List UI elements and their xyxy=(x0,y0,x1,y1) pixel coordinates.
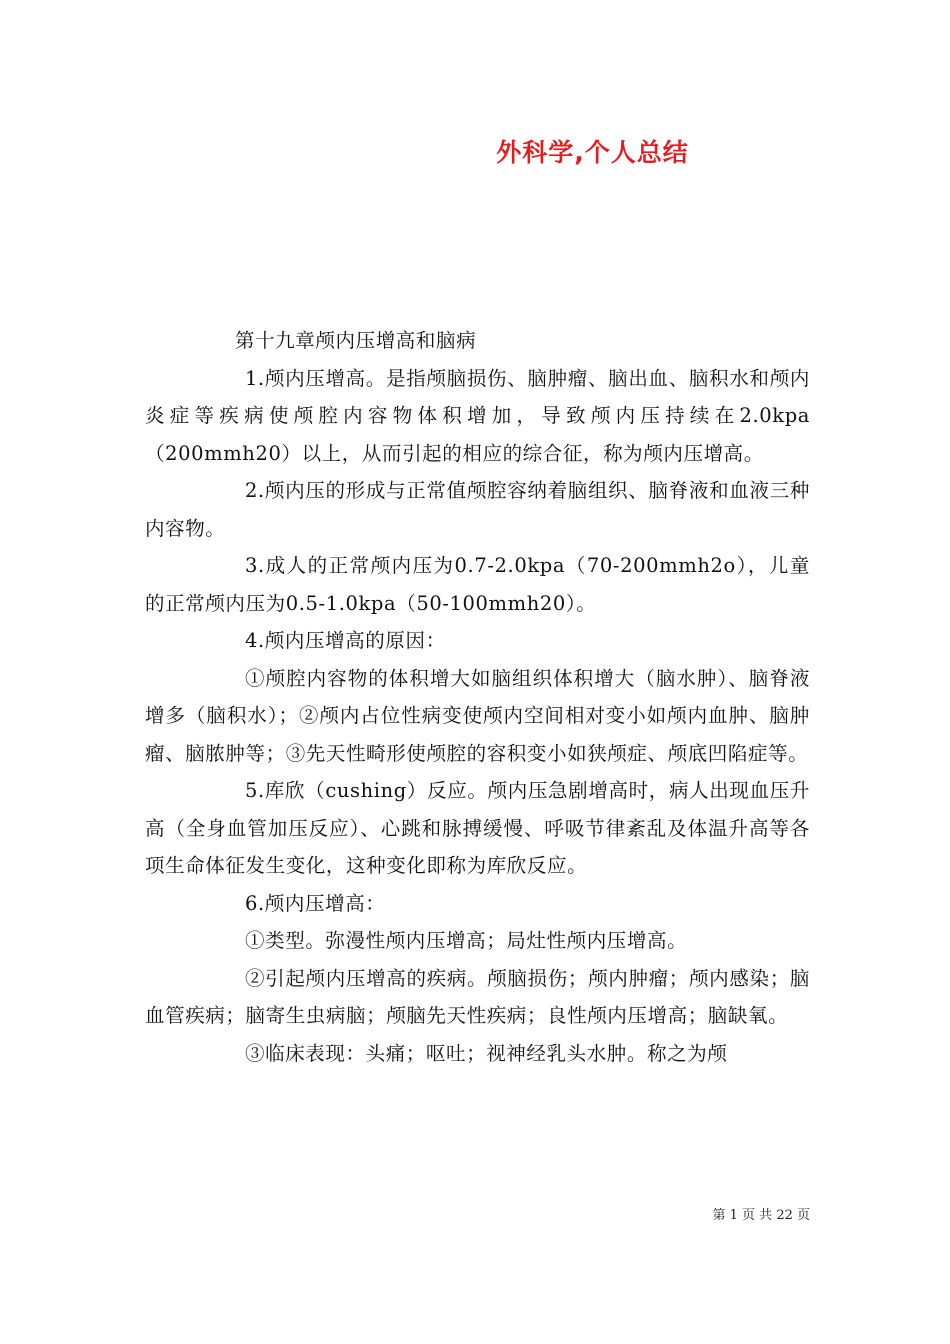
chapter-heading: 第十九章颅内压增高和脑病 xyxy=(235,329,477,352)
paragraph-6: 6.颅内压增高： xyxy=(245,891,386,915)
paragraph-4: 4.颅内压增高的原因： xyxy=(245,629,446,652)
paragraph-6-item-2: ②引起颅内压增高的疾病。颅脑损伤；颅内肿瘤；颅内感染；脑血管疾病；脑寄生虫病脑；颅脑先天性疾病；良性颅内压增高；脑缺氧。 xyxy=(145,966,810,1027)
document-title: 外科学,个人总结 xyxy=(496,138,689,167)
page-footer: 第 1 页 共 22 页 xyxy=(712,1208,810,1223)
paragraph-4-details: ①颅腔内容物的体积增大如脑组织体积增大（脑水肿）、脑脊液增多（脑积水）；②颅内占位性病变使颅内空间相对变小如颅内血肿、脑肿瘤、脑脓肿等；③先天性畸形使颅腔的容积变小如狭颅症、颅底凹陷症等。 xyxy=(145,666,810,765)
paragraph-1: 1.颅内压增高。是指颅脑损伤、脑肿瘤、脑出血、脑积水和颅内炎症等疾病使颅腔内容物体积增加，导致颅内压持续在2.0kpa（200mmh20）以上，从而引起的相应的综合征，称为颅内压增高。 xyxy=(145,366,810,465)
document-body xyxy=(145,322,810,1072)
paragraph-5: 5.库欣（cushing）反应。颅内压急剧增高时，病人出现血压升高（全身血管加压反应）、心跳和脉搏缓慢、呼吸节律紊乱及体温升高等各项生命体征发生变化，这种变化即称为库欣反应。 xyxy=(145,779,810,877)
paragraph-2: 2.颅内压的形成与正常值颅腔容纳着脑组织、脑脊液和血液三种内容物。 xyxy=(145,479,810,540)
paragraph-3: 3.成人的正常颅内压为0.7-2.0kpa（70-200mmh2o），儿童的正常颅内压为0.5-1.0kpa（50-100mmh20）。 xyxy=(145,554,810,615)
paragraph-6-item-1: ①类型。弥漫性颅内压增高；局灶性颅内压增高。 xyxy=(245,929,688,952)
paragraph-6-item-3: ③临床表现：头痛；呕吐；视神经乳头水肿。称之为颅 xyxy=(245,1041,728,1065)
